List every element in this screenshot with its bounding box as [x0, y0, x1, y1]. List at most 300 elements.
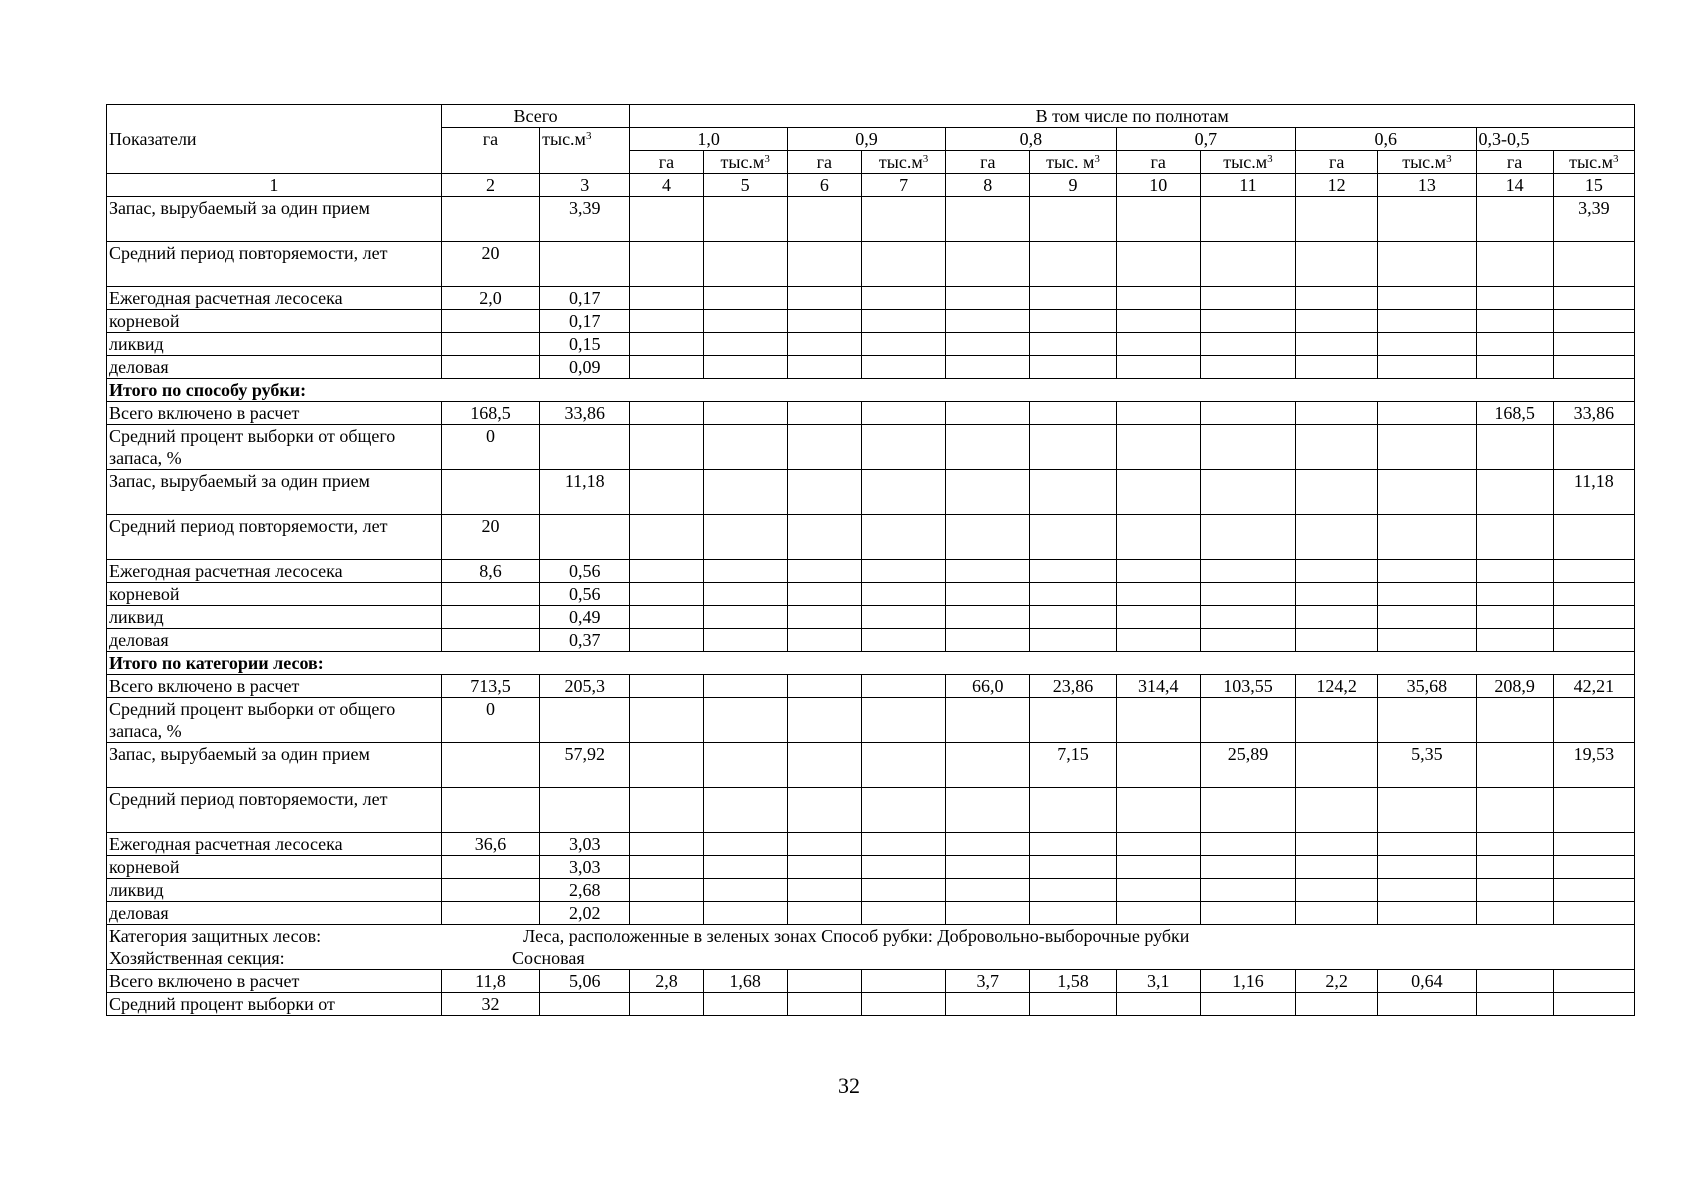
table-cell — [1030, 356, 1116, 379]
table-cell — [441, 197, 539, 242]
table-row — [107, 310, 1635, 333]
table-cell — [861, 560, 945, 583]
table-cell — [1200, 902, 1295, 925]
table-cell — [787, 356, 861, 379]
table-cell — [787, 583, 861, 606]
row-label: ликвид — [107, 606, 442, 629]
table-cell: 1,58 — [1030, 970, 1116, 993]
table-cell — [1296, 287, 1378, 310]
category-value: Леса, расположенные в зеленых зонах Способ рубки: Добровольно-выборочные рубки — [523, 926, 1190, 946]
table-cell: 3,7 — [946, 970, 1030, 993]
column-number: 11 — [1200, 174, 1295, 197]
table-cell — [787, 698, 861, 743]
table-cell — [540, 515, 630, 560]
table-cell — [630, 402, 703, 425]
table-cell — [1476, 515, 1553, 560]
table-cell — [703, 560, 787, 583]
table-cell — [946, 470, 1030, 515]
column-number: 4 — [630, 174, 703, 197]
table-cell — [1378, 993, 1476, 1016]
table-cell — [1296, 629, 1378, 652]
table-cell: 205,3 — [540, 675, 630, 698]
column-number: 9 — [1030, 174, 1116, 197]
table-cell — [1378, 356, 1476, 379]
table-cell — [540, 698, 630, 743]
row-label: Средний процент выборки от — [107, 993, 442, 1016]
table-cell: 5,06 — [540, 970, 630, 993]
table-cell — [946, 356, 1030, 379]
table-cell — [1476, 560, 1553, 583]
table-cell — [787, 402, 861, 425]
table-cell — [1378, 629, 1476, 652]
table-cell: 0,56 — [540, 560, 630, 583]
table-cell — [1378, 310, 1476, 333]
table-cell: 0,64 — [1378, 970, 1476, 993]
table-cell: 23,86 — [1030, 675, 1116, 698]
table-cell: 11,8 — [441, 970, 539, 993]
row-label: Всего включено в расчет — [107, 970, 442, 993]
table-cell — [1030, 856, 1116, 879]
table-cell — [703, 287, 787, 310]
table-cell — [861, 856, 945, 879]
table-cell — [1030, 287, 1116, 310]
table-cell — [946, 287, 1030, 310]
table-cell — [946, 902, 1030, 925]
table-row — [107, 743, 1635, 788]
table-cell — [1116, 788, 1200, 833]
table-cell — [1296, 788, 1378, 833]
table-cell — [703, 310, 787, 333]
table-cell — [946, 833, 1030, 856]
table-cell: 168,5 — [441, 402, 539, 425]
table-cell — [1378, 197, 1476, 242]
table-cell — [1030, 560, 1116, 583]
table-cell — [703, 629, 787, 652]
column-number: 5 — [703, 174, 787, 197]
row-label: Ежегодная расчетная лесосека — [107, 287, 442, 310]
table-cell: 42,21 — [1553, 675, 1634, 698]
table-cell — [946, 583, 1030, 606]
table-cell — [630, 333, 703, 356]
table-cell — [1553, 698, 1634, 743]
row-label: Запас, вырубаемый за один прием — [107, 470, 442, 515]
table-row — [107, 788, 1635, 833]
table-cell — [861, 356, 945, 379]
table-cell — [703, 788, 787, 833]
row-label: деловая — [107, 356, 442, 379]
table-cell: 8,6 — [441, 560, 539, 583]
column-number: 15 — [1553, 174, 1634, 197]
table-cell — [1116, 879, 1200, 902]
table-cell — [703, 515, 787, 560]
table-cell — [630, 425, 703, 470]
table-cell — [946, 560, 1030, 583]
table-cell — [1476, 833, 1553, 856]
section-row — [107, 652, 1635, 675]
table-cell: 25,89 — [1200, 743, 1295, 788]
table-cell — [787, 333, 861, 356]
table-cell — [630, 833, 703, 856]
table-cell — [861, 197, 945, 242]
table-cell: 57,92 — [540, 743, 630, 788]
forest-table — [106, 104, 1635, 1016]
table-cell — [787, 629, 861, 652]
table-cell — [1553, 606, 1634, 629]
table-cell — [946, 743, 1030, 788]
table-cell — [861, 879, 945, 902]
table-cell — [1116, 515, 1200, 560]
table-cell — [861, 242, 945, 287]
table-row — [107, 356, 1635, 379]
table-cell — [787, 425, 861, 470]
table-cell — [946, 310, 1030, 333]
table-cell — [1553, 788, 1634, 833]
row-label: корневой — [107, 856, 442, 879]
table-cell — [1553, 287, 1634, 310]
table-cell — [630, 470, 703, 515]
table-cell — [630, 515, 703, 560]
table-row — [107, 856, 1635, 879]
row-label: корневой — [107, 583, 442, 606]
row-label: корневой — [107, 310, 442, 333]
table-cell — [787, 606, 861, 629]
table-cell — [703, 333, 787, 356]
table-cell — [630, 902, 703, 925]
table-cell — [630, 675, 703, 698]
table-cell — [861, 833, 945, 856]
table-cell — [703, 197, 787, 242]
table-cell: 11,18 — [1553, 470, 1634, 515]
table-cell — [1553, 310, 1634, 333]
table-cell — [1378, 833, 1476, 856]
table-cell — [703, 583, 787, 606]
table-cell: 33,86 — [1553, 402, 1634, 425]
table-cell — [630, 856, 703, 879]
table-cell — [861, 583, 945, 606]
header-unit-ga: га — [630, 151, 703, 174]
table-cell — [1476, 629, 1553, 652]
table-cell — [861, 788, 945, 833]
table-cell — [1476, 856, 1553, 879]
table-cell — [787, 970, 861, 993]
table-row — [107, 902, 1635, 925]
table-cell — [703, 606, 787, 629]
table-cell — [703, 356, 787, 379]
table-row — [107, 470, 1635, 515]
table-cell — [630, 287, 703, 310]
table-cell — [1030, 833, 1116, 856]
table-cell — [1030, 515, 1116, 560]
table-cell — [1116, 856, 1200, 879]
table-cell — [1116, 743, 1200, 788]
table-cell — [1553, 333, 1634, 356]
table-cell — [441, 629, 539, 652]
table-cell — [861, 698, 945, 743]
table-cell: 7,15 — [1030, 743, 1116, 788]
header-unit-tys: $тыс.м^3$ — [1553, 151, 1634, 174]
table-cell — [441, 856, 539, 879]
table-cell — [861, 425, 945, 470]
table-cell: 103,55 — [1200, 675, 1295, 698]
table-cell: 0,17 — [540, 310, 630, 333]
table-cell — [1116, 242, 1200, 287]
table-cell — [1200, 470, 1295, 515]
table-cell — [1200, 698, 1295, 743]
header-pokazateli: Показатели — [107, 105, 442, 174]
column-number: 3 — [540, 174, 630, 197]
table-cell — [630, 743, 703, 788]
table-cell — [1378, 902, 1476, 925]
table-cell — [946, 402, 1030, 425]
table-cell — [861, 606, 945, 629]
table-row — [107, 583, 1635, 606]
table-cell — [1553, 902, 1634, 925]
table-cell: 208,9 — [1476, 675, 1553, 698]
table-cell — [1116, 629, 1200, 652]
row-label: Средний период повторяемости, лет — [107, 515, 442, 560]
table-cell — [630, 606, 703, 629]
table-cell — [1476, 788, 1553, 833]
table-cell — [1476, 333, 1553, 356]
table-cell — [946, 515, 1030, 560]
table-row — [107, 970, 1635, 993]
table-cell — [1296, 197, 1378, 242]
table-cell — [787, 675, 861, 698]
table-cell — [1116, 425, 1200, 470]
table-cell — [1378, 425, 1476, 470]
table-cell — [441, 879, 539, 902]
table-cell — [946, 993, 1030, 1016]
table-cell: 3,03 — [540, 833, 630, 856]
table-cell — [1476, 879, 1553, 902]
table-cell: 0,37 — [540, 629, 630, 652]
table-cell — [1200, 629, 1295, 652]
table-cell: 20 — [441, 515, 539, 560]
table-cell: 36,6 — [441, 833, 539, 856]
column-number: 10 — [1116, 174, 1200, 197]
table-cell — [861, 743, 945, 788]
table-cell — [1116, 356, 1200, 379]
table-cell — [787, 242, 861, 287]
table-cell — [1296, 833, 1378, 856]
table-cell — [1476, 970, 1553, 993]
table-cell — [703, 470, 787, 515]
table-cell — [703, 675, 787, 698]
table-cell — [1378, 333, 1476, 356]
table-cell — [1476, 197, 1553, 242]
table-cell — [1116, 833, 1200, 856]
table-cell — [1296, 902, 1378, 925]
table-cell — [1200, 402, 1295, 425]
table-cell — [630, 197, 703, 242]
table-cell — [630, 788, 703, 833]
table-cell — [861, 310, 945, 333]
table-cell — [1553, 425, 1634, 470]
table-cell — [1476, 356, 1553, 379]
table-cell: 3,39 — [1553, 197, 1634, 242]
table-cell — [946, 629, 1030, 652]
column-number: 14 — [1476, 174, 1553, 197]
header-polnota-3: 0,8 — [946, 128, 1116, 151]
table-cell — [1116, 287, 1200, 310]
table-cell — [540, 425, 630, 470]
table-cell — [1116, 902, 1200, 925]
table-cell — [946, 242, 1030, 287]
table-cell — [946, 856, 1030, 879]
table-row — [107, 242, 1635, 287]
table-row — [107, 993, 1635, 1016]
table-cell — [1116, 560, 1200, 583]
table-cell — [703, 879, 787, 902]
table-row — [107, 675, 1635, 698]
table-cell: 0,56 — [540, 583, 630, 606]
table-cell — [1200, 310, 1295, 333]
table-cell — [861, 333, 945, 356]
column-number: 2 — [441, 174, 539, 197]
table-cell — [787, 788, 861, 833]
table-cell — [946, 879, 1030, 902]
section-title: Итого по категории лесов: — [107, 652, 1635, 675]
table-cell — [703, 402, 787, 425]
table-cell — [703, 993, 787, 1016]
table-cell — [1200, 788, 1295, 833]
table-cell — [1116, 470, 1200, 515]
row-label: Ежегодная расчетная лесосека — [107, 560, 442, 583]
table-cell — [861, 675, 945, 698]
table-row — [107, 287, 1635, 310]
table-cell — [441, 333, 539, 356]
header-polnota-2: 0,9 — [787, 128, 945, 151]
row-label: Всего включено в расчет — [107, 675, 442, 698]
table-cell — [1296, 743, 1378, 788]
table-cell — [787, 902, 861, 925]
table-cell — [540, 788, 630, 833]
table-cell — [1296, 583, 1378, 606]
table-cell: 1,68 — [703, 970, 787, 993]
page-number: 32 — [838, 1073, 860, 1098]
table-cell — [1200, 515, 1295, 560]
table-cell — [630, 629, 703, 652]
table-cell — [441, 583, 539, 606]
row-label: Запас, вырубаемый за один прием — [107, 197, 442, 242]
table-cell — [703, 425, 787, 470]
column-number: 8 — [946, 174, 1030, 197]
header-polnota-5: 0,6 — [1296, 128, 1476, 151]
table-cell — [441, 788, 539, 833]
table-cell: 19,53 — [1553, 743, 1634, 788]
table-cell — [861, 287, 945, 310]
table-cell — [1116, 197, 1200, 242]
header-polnota-6: 0,3-0,5 — [1476, 128, 1634, 151]
table-cell — [1296, 993, 1378, 1016]
table-cell — [1476, 606, 1553, 629]
table-cell — [441, 356, 539, 379]
table-cell — [861, 629, 945, 652]
table-cell: 0,17 — [540, 287, 630, 310]
table-cell — [1553, 560, 1634, 583]
table-cell — [1378, 583, 1476, 606]
table-cell: 20 — [441, 242, 539, 287]
table-cell — [1476, 242, 1553, 287]
table-row — [107, 629, 1635, 652]
table-cell — [946, 606, 1030, 629]
table-cell — [1296, 242, 1378, 287]
table-cell: 5,35 — [1378, 743, 1476, 788]
table-cell: 3,39 — [540, 197, 630, 242]
table-cell — [1378, 287, 1476, 310]
table-cell — [1030, 242, 1116, 287]
table-cell: 32 — [441, 993, 539, 1016]
table-cell — [1200, 242, 1295, 287]
table-cell — [1378, 515, 1476, 560]
table-cell — [1378, 470, 1476, 515]
header-vsego-ga: га — [441, 128, 539, 174]
table-cell — [787, 287, 861, 310]
header-unit-tys: $тыс.м^3$ — [703, 151, 787, 174]
table-cell: 2,2 — [1296, 970, 1378, 993]
table-cell — [787, 856, 861, 879]
category-row — [107, 925, 1635, 970]
column-number: 13 — [1378, 174, 1476, 197]
table-cell — [1378, 856, 1476, 879]
table-cell — [861, 970, 945, 993]
table-cell: 0,09 — [540, 356, 630, 379]
table-cell — [1030, 698, 1116, 743]
table-cell — [1296, 333, 1378, 356]
table-cell — [1200, 856, 1295, 879]
table-cell: 3,1 — [1116, 970, 1200, 993]
table-cell — [630, 356, 703, 379]
section-row — [107, 379, 1635, 402]
category-cell — [107, 925, 1635, 970]
table-cell — [1200, 425, 1295, 470]
header-v-tom-chisle: В том числе по полнотам — [630, 105, 1635, 128]
table-cell — [1116, 698, 1200, 743]
table-cell — [1296, 470, 1378, 515]
section-value: Сосновая — [512, 948, 585, 968]
header-unit-tys: $тыс.м^3$ — [861, 151, 945, 174]
table-cell — [1553, 993, 1634, 1016]
table-cell — [630, 560, 703, 583]
row-label: Ежегодная расчетная лесосека — [107, 833, 442, 856]
table-cell — [1030, 583, 1116, 606]
table-cell — [787, 310, 861, 333]
table-cell — [1476, 993, 1553, 1016]
table-row — [107, 560, 1635, 583]
table-cell: 2,8 — [630, 970, 703, 993]
table-cell: 0,49 — [540, 606, 630, 629]
table-cell — [1378, 606, 1476, 629]
table-cell — [1553, 515, 1634, 560]
table-cell — [1476, 310, 1553, 333]
table-cell — [1476, 583, 1553, 606]
table-cell — [1200, 606, 1295, 629]
table-cell — [1296, 425, 1378, 470]
table-cell — [441, 902, 539, 925]
section-title: Итого по способу рубки: — [107, 379, 1635, 402]
table-cell — [630, 993, 703, 1016]
table-cell — [1116, 993, 1200, 1016]
header-unit-ga: га — [1116, 151, 1200, 174]
column-number: 6 — [787, 174, 861, 197]
table-cell — [861, 402, 945, 425]
table-cell — [703, 698, 787, 743]
column-number: 1 — [107, 174, 442, 197]
table-cell: 1,16 — [1200, 970, 1295, 993]
table-cell — [1030, 470, 1116, 515]
table-cell — [1200, 333, 1295, 356]
category-label: Категория защитных лесов: — [109, 926, 322, 946]
